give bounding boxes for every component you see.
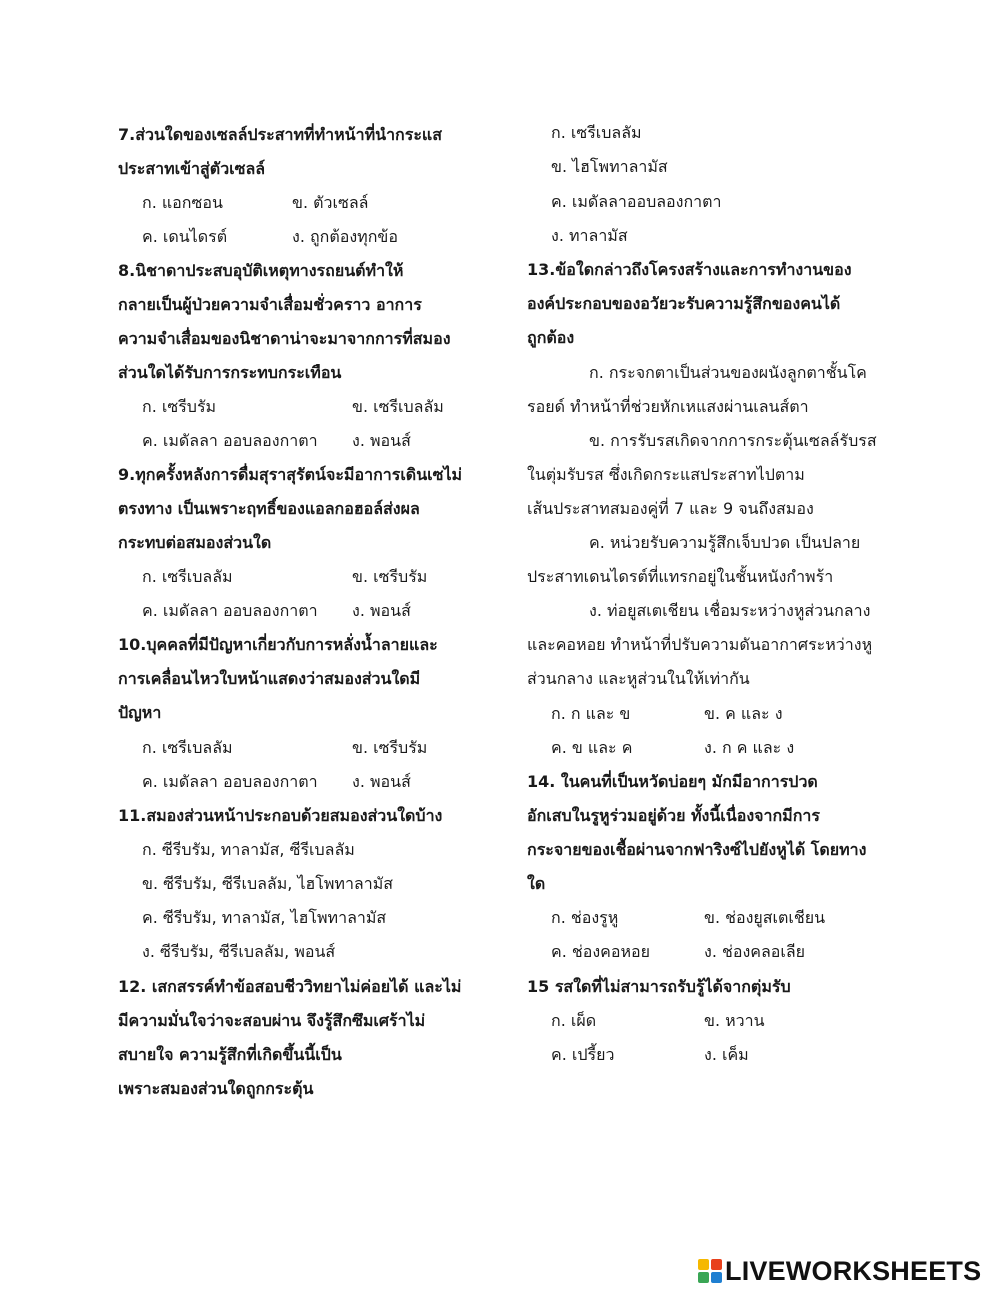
option-d[interactable]: ง. พอนส์ — [352, 601, 411, 620]
question-text: กลายเป็นผู้ป่วยความจำเสื่อมชั่วคราว อาการ — [118, 295, 422, 314]
option-b[interactable]: ข. ไฮโพทาลามัส — [551, 157, 668, 176]
statement-text: ก. กระจกตาเป็นส่วนของผนังลูกตาชั้นโค — [589, 363, 867, 382]
statement-text: เส้นประสาทสมองคู่ที่ 7 และ 9 จนถึงสมอง — [527, 499, 814, 518]
question-text: มีความมั่นใจว่าจะสอบผ่าน จึงรู้สึกซึมเศร้าไม่ — [118, 1011, 426, 1030]
statement-text: ส่วนกลาง และหูส่วนในให้เท่ากัน — [527, 669, 750, 688]
question-text: 13.ข้อใดกล่าวถึงโครงสร้างและการทำงานของ — [527, 260, 852, 279]
question-text: 15 รสใดที่ไม่สามารถรับรู้ได้จากตุ่มรับ — [527, 977, 791, 996]
question-text: ปัญหา — [118, 703, 162, 722]
question-text: การเคลื่อนไหวใบหน้าแสดงว่าสมองส่วนใดมี — [118, 669, 421, 688]
option-b[interactable]: ข. เซรีบรัม — [352, 567, 428, 586]
logo-wordmark: LIVEWORKSHEETS — [725, 1256, 982, 1286]
option-b[interactable]: ข. ค และ ง — [704, 704, 783, 723]
question-text: กระทบต่อสมองส่วนใด — [118, 533, 272, 552]
question-text: ส่วนใดได้รับการกระทบกระเทือน — [118, 363, 342, 382]
option-b[interactable]: ข. ตัวเซลล์ — [292, 193, 369, 212]
question-text: ความจำเสื่อมของนิชาดาน่าจะมาจากการที่สมอง — [118, 329, 451, 348]
question-text: 11.สมองส่วนหน้าประกอบด้วยสมองส่วนใดบ้าง — [118, 806, 443, 825]
option-b[interactable]: ข. ซีรีบรัม, ซีรีเบลลัม, ไฮโพทาลามัส — [142, 874, 394, 893]
option-d[interactable]: ง. ทาลามัส — [551, 226, 628, 245]
option-c[interactable]: ค. ข และ ค — [551, 738, 633, 757]
statement-text: ค. หน่วยรับความรู้สึกเจ็บปวด เป็นปลาย — [589, 533, 861, 552]
statement-text: ง. ท่อยูสเตเชียน เชื่อมระหว่างหูส่วนกลาง — [589, 601, 871, 620]
question-text: สบายใจ ความรู้สึกที่เกิดขึ้นนี้เป็น — [118, 1045, 342, 1064]
statement-text: ข. การรับรสเกิดจากการกระตุ้นเซลล์รับรส — [589, 431, 877, 450]
question-text: เพราะสมองส่วนใดถูกกระตุ้น — [118, 1079, 314, 1098]
option-c[interactable]: ค. เดนไดรต์ — [142, 227, 228, 246]
question-text: 7.ส่วนใดของเซลล์ประสาทที่ทำหน้าที่นำกระแส — [118, 125, 443, 144]
option-c[interactable]: ค. เมดัลลาออบลองกาตา — [551, 192, 722, 211]
option-c[interactable]: ค. เปรี้ยว — [551, 1045, 615, 1064]
option-a[interactable]: ก. ก และ ข — [551, 704, 631, 723]
option-a[interactable]: ก. เซรีเบลลัม — [142, 567, 233, 586]
option-d[interactable]: ง. พอนส์ — [352, 772, 411, 791]
question-text: อักเสบในรูหูร่วมอยู่ด้วย ทั้งนี้เนื่องจากมีการ — [527, 806, 820, 825]
question-text: ประสาทเข้าสู่ตัวเซลล์ — [118, 159, 266, 178]
liveworksheets-logo-icon — [697, 1257, 723, 1285]
logo-block-red — [711, 1259, 722, 1270]
option-a[interactable]: ก. เซรีเบลลัม — [142, 738, 233, 757]
option-d[interactable]: ง. เค็ม — [704, 1045, 749, 1064]
question-text: 12. เสกสรรค์ทำข้อสอบชีววิทยาไม่ค่อยได้ และไม่ — [118, 977, 462, 996]
statement-text: ในตุ่มรับรส ซึ่งเกิดกระแสประสาทไปตาม — [527, 465, 805, 484]
statement-text: ประสาทเดนไดรต์ที่แทรกอยู่ในชั้นหนังกำพร้า — [527, 567, 834, 586]
liveworksheets-logo[interactable] — [697, 1254, 981, 1288]
option-a[interactable]: ก. เผ็ด — [551, 1011, 597, 1030]
question-text: ถูกต้อง — [527, 328, 575, 347]
option-d[interactable]: ง. ช่องคลอเลีย — [704, 942, 806, 961]
question-text: ใด — [527, 874, 546, 893]
question-text: 9.ทุกครั้งหลังการดื่มสุราสุรัตน์จะมีอาการเดินเซไม่ — [118, 465, 463, 484]
question-text: 10.บุคคลที่มีปัญหาเกี่ยวกับการหลั่งน้ำลายและ — [118, 635, 438, 654]
logo-block-blue — [711, 1272, 722, 1283]
option-c[interactable]: ค. ช่องคอหอย — [551, 942, 650, 961]
option-c[interactable]: ค. เมดัลลา ออบลองกาตา — [142, 431, 318, 450]
option-b[interactable]: ข. เซรีบรัม — [352, 738, 428, 757]
option-b[interactable]: ข. ช่องยูสเตเชียน — [704, 908, 826, 927]
option-b[interactable]: ข. เซรีเบลลัม — [352, 397, 444, 416]
option-d[interactable]: ง. ถูกต้องทุกข้อ — [292, 227, 398, 246]
statement-text: และคอหอย ทำหน้าที่ปรับความดันอากาศระหว่างหู — [527, 635, 873, 654]
option-a[interactable]: ก. ซีรีบรัม, ทาลามัส, ซีรีเบลลัม — [142, 840, 355, 859]
option-d[interactable]: ง. ก ค และ ง — [704, 738, 795, 757]
question-text: 14. ในคนที่เป็นหวัดบ่อยๆ มักมีอาการปวด — [527, 772, 818, 791]
option-c[interactable]: ค. เมดัลลา ออบลองกาตา — [142, 772, 318, 791]
option-d[interactable]: ง. ซีรีบรัม, ซีรีเบลลัม, พอนส์ — [142, 942, 336, 961]
option-a[interactable]: ก. ช่องรูหู — [551, 908, 619, 927]
option-c[interactable]: ค. เมดัลลา ออบลองกาตา — [142, 601, 318, 620]
question-text: ตรงทาง เป็นเพราะฤทธิ์ของแอลกอฮอล์ส่งผล — [118, 499, 420, 518]
option-a[interactable]: ก. แอกซอน — [142, 193, 223, 212]
statement-text: รอยด์ ทำหน้าที่ช่วยหักเหแสงผ่านเลนส์ตา — [527, 397, 809, 416]
option-c[interactable]: ค. ซีรีบรัม, ทาลามัส, ไฮโพทาลามัส — [142, 908, 387, 927]
question-text: องค์ประกอบของอวัยวะรับความรู้สึกของคนได้ — [527, 294, 841, 313]
logo-block-green — [698, 1272, 709, 1283]
logo-block-yellow — [698, 1259, 709, 1270]
option-a[interactable]: ก. เซรีบรัม — [142, 397, 217, 416]
question-text: 8.นิชาดาประสบอุบัติเหตุทางรถยนต์ทำให้ — [118, 261, 404, 280]
option-d[interactable]: ง. พอนส์ — [352, 431, 411, 450]
option-a[interactable]: ก. เซรีเบลลัม — [551, 123, 642, 142]
option-b[interactable]: ข. หวาน — [704, 1011, 765, 1030]
question-text: กระจายของเชื้อผ่านจากฟาริงซ์ไปยังหูได้ โดยทาง — [527, 840, 867, 859]
